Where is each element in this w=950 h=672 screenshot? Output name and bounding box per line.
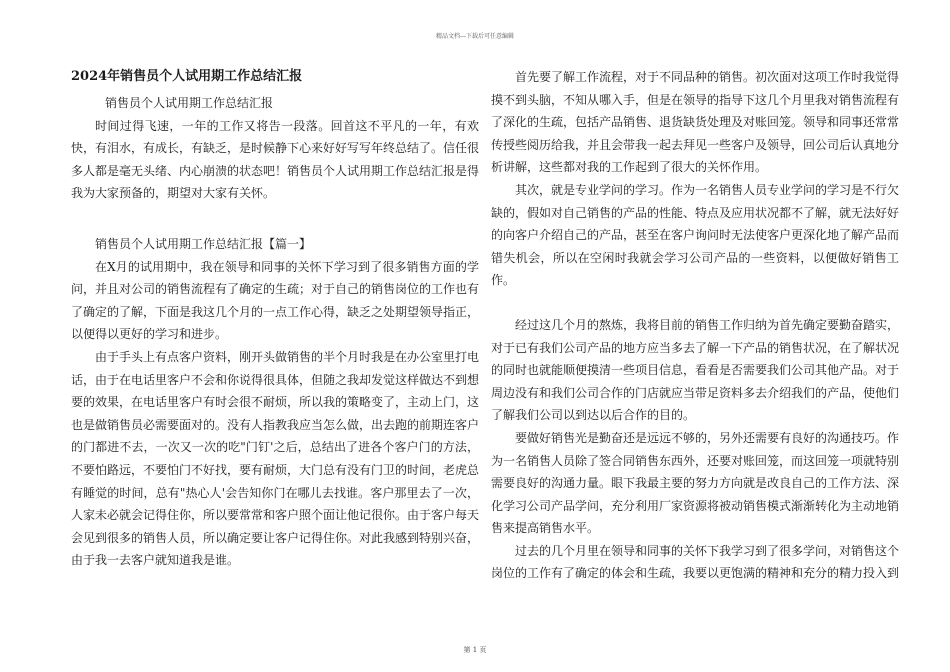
document-title: 2024年销售员个人试用期工作总结汇报	[71, 69, 303, 84]
paragraph: 其次，就是专业学问的学习。作为一名销售人员专业学问的学习是不行欠缺的，假如对自己销售的产品的性能、特点及应用状况都不了解，就无法好好的向客户介绍自己的产品，甚至在客户询问时无法使客户更深化地了解产品而错失机会，所以在空闲时我就会学习公司产品的一些资料，以便做好销售工作。	[491, 182, 900, 288]
section-heading: 销售员个人试用期工作总结汇报【篇一】	[95, 236, 312, 251]
page-number: 第 1 页	[463, 646, 487, 654]
paragraph: 要做好销售光是勤奋还是远远不够的，另外还需要有良好的沟通技巧。作为一名销售人员除了签合同销售东西外，还要对账回笼，而这回笼一项就特别需要良好的沟通力量。眼下我最主要的努力方向就是改良自己的工作方法、深化学习公司产品学问，充分利用厂家资源将被动销售模式渐渐转化为主动地销售来提高销售水平。	[491, 430, 900, 536]
paragraph: 由于手头上有点客户资料，刚开头做销售的半个月时我是在办公室里打电话，由于在电话里客户不会和你说得很具体，但随之我却发觉这样做达不到想要的效果，在电话里客户有时会很不耐烦，所以我的策略变了，主动上门，这也是做销售员必需要面对的。没有人指教我应当怎么做，出去跑的前期连客户的门都进不去，一次又一次的吃"门钉'之后，总结出了进各个客户门的方法，不要怕路远，不要怕门不好找，要有耐烦，大门总有没有门卫的时间，老虎总有睡觉的时间，总有"热心人'会告知你门在哪儿去找谁。客户那里去了一次，人家未必就会记得住你，所以要常常和客户照个面让他记很你。由于客户每天会见到很多的销售人员，所以确定要让客户记得住你。对此我感到特别兴奋，由于我一去客户就知道我是谁。	[71, 349, 480, 568]
paragraph: 过去的几个月里在领导和同事的关怀下我学习到了很多学问，对销售这个岗位的工作有了确定的体会和生疏，我要以更饱满的精神和充分的精力投入到	[491, 543, 900, 581]
document-subtitle: 销售员个人试用期工作总结汇报	[105, 96, 274, 110]
paragraph: 首先要了解工作流程，对于不同品种的销售。初次面对这项工作时我觉得摸不到头脑，不知从哪入手，但是在领导的指导下这几个月里我对销售流程有了深化的生疏，包括产品销售、退货缺货处理及对账回笼。领导和同事还常常传授些阅历给我，并且会带我一起去拜见一些客户及领导，回公司后认真地分析讲解，这些都对我的工作起到了很大的关怀作用。	[491, 70, 900, 175]
right-column	[491, 66, 899, 585]
paragraph: 在X月的试用期中，我在领导和同事的关怀下学习到了很多销售方面的学问，并且对公司的销售流程有了确定的生疏；对于自己的销售岗位的工作也有了确定的了解，下面是我这几个月的一点工作心得，缺乏之处期望领导指正，以便得以更好的学习和进步。	[71, 259, 480, 342]
paragraph: 经过这几个月的熬炼，我将目前的销售工作归纳为首先确定要勤奋踏实，对于已有我们公司产品的地方应当多去了解一下产品的销售状况，在了解状况的同时也就能顺便摸清一些项目信息，看看是否需要我们公司其他产品。对于周边没有和我们公司合作的门店就应当带足资料多去介绍我们的产品，使他们了解我们公司以到达以后合作的目的。	[491, 317, 900, 423]
left-column	[71, 66, 479, 572]
intro-paragraph: 时间过得飞速，一年的工作又将告一段落。回首这不平凡的一年，有欢快，有泪水，有成长，有缺乏，是时候静下心来好好写写年终总结了。信任很多人都是毫无头绪、内心崩溃的状态吧！销售员个人试用期工作总结汇报是得我为大家预备的，期望对大家有关怀。	[71, 118, 480, 201]
page-header: 精品文档---下载后可任意编辑	[435, 33, 515, 40]
